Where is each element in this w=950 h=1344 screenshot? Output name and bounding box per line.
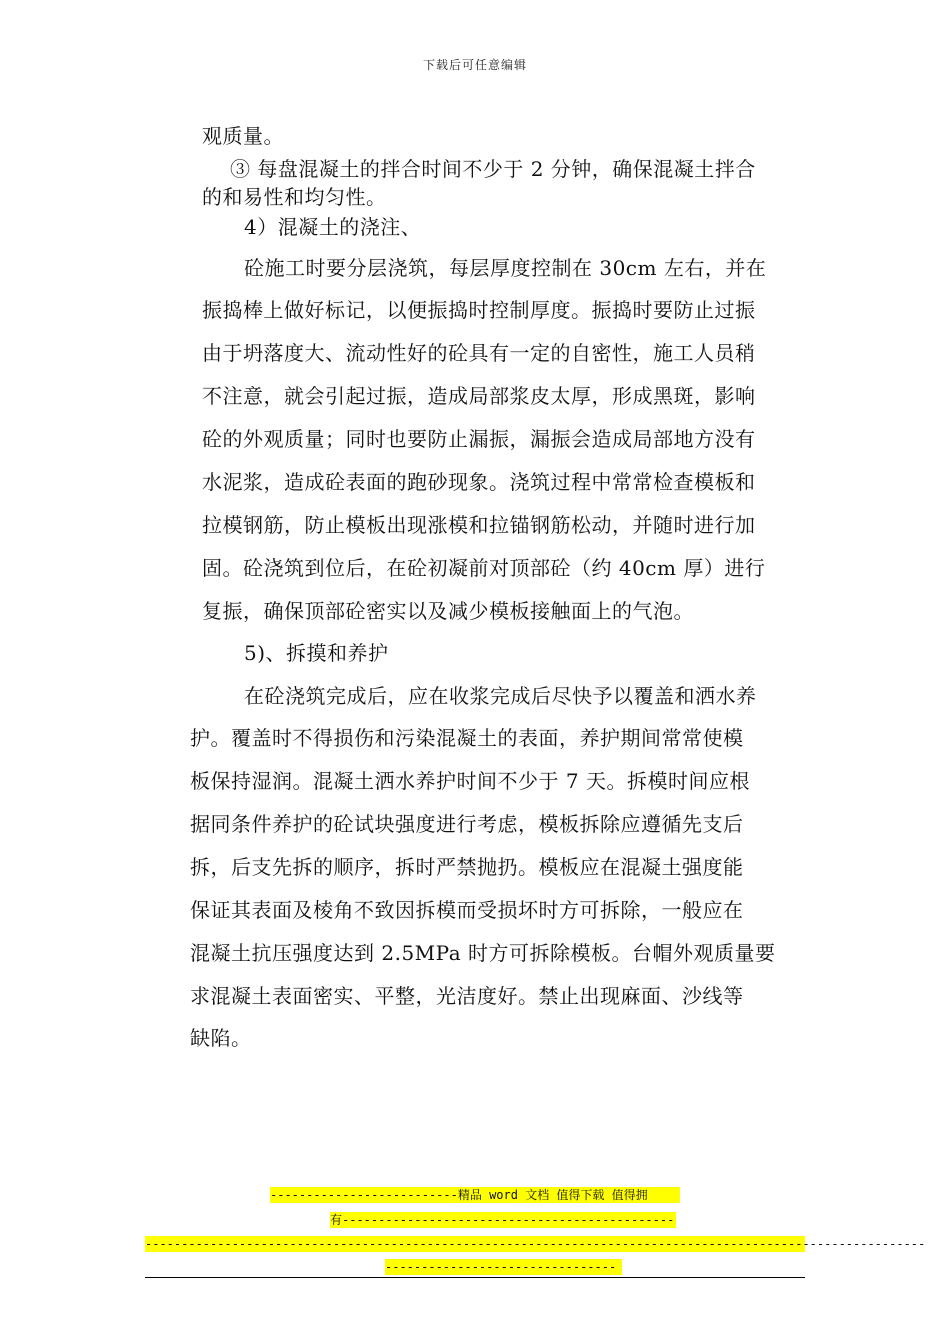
body-line-8: 不注意，就会引起过振，造成局部浆皮太厚，形成黑斑，影响 bbox=[202, 384, 756, 408]
body-line-20: 保证其表面及棱角不致因拆模而受损坏时方可拆除，一般应在 bbox=[190, 898, 744, 922]
body-line-10: 水泥浆，造成砼表面的跑砂现象。浇筑过程中常常检查模板和 bbox=[202, 470, 756, 494]
page-header: 下载后可任意编辑 bbox=[422, 58, 527, 72]
body-line-7: 由于坍落度大、流动性好的砼具有一定的自密性，施工人员稍 bbox=[202, 341, 756, 365]
body-line-11: 拉模钢筋，防止模板出现涨模和拉锚钢筋松动，并随时进行加 bbox=[202, 513, 756, 537]
body-line-14: 5)、拆摸和养护 bbox=[244, 641, 389, 665]
body-line-12: 固。砼浇筑到位后，在砼初凝前对顶部砼（约 40cm 厚）进行 bbox=[202, 556, 766, 580]
body-line-16: 护。覆盖时不得损伤和污染混凝土的表面，养护期间常常使模 bbox=[190, 726, 744, 750]
body-line-21: 混凝土抗压强度达到 2.5MPa 时方可拆除模板。台帽外观质量要 bbox=[190, 941, 776, 965]
footer-rule bbox=[145, 1277, 805, 1278]
body-line-23: 缺陷。 bbox=[190, 1026, 252, 1050]
body-line-3: 的和易性和均匀性。 bbox=[202, 185, 387, 209]
body-line-9: 砼的外观质量；同时也要防止漏振，漏振会造成局部地方没有 bbox=[202, 427, 756, 451]
body-line-22: 求混凝土表面密实、平整，光洁度好。禁止出现麻面、沙线等 bbox=[190, 984, 744, 1008]
footer-line-1: --------------------------精品 word 文档 值得下载 值得拥 bbox=[270, 1187, 680, 1203]
body-line-19: 拆，后支先拆的顺序，拆时严禁抛扔。模板应在混凝土强度能 bbox=[190, 855, 744, 879]
body-line-15: 在砼浇筑完成后，应在收浆完成后尽快予以覆盖和洒水养 bbox=[244, 684, 757, 708]
body-line-18: 据同条件养护的砼试块强度进行考虑，模板拆除应遵循先支后 bbox=[190, 812, 744, 836]
body-line-1: 观质量。 bbox=[202, 124, 284, 148]
footer-line-4: -------------------------------- bbox=[385, 1259, 622, 1275]
footer-line-3: ------------------------------------------------------------------------------------------------------------ bbox=[145, 1237, 926, 1251]
body-line-2: ③ 每盘混凝土的拌合时间不少于 2 分钟，确保混凝土拌合 bbox=[230, 157, 756, 181]
footer-line-2: 有---------------------------------------------- bbox=[330, 1213, 675, 1227]
body-line-6: 振捣棒上做好标记，以便振捣时控制厚度。振捣时要防止过振 bbox=[202, 298, 756, 322]
body-line-5: 砼施工时要分层浇筑，每层厚度控制在 30cm 左右，并在 bbox=[244, 256, 767, 280]
body-line-13: 复振，确保顶部砼密实以及减少模板接触面上的气泡。 bbox=[202, 599, 694, 623]
body-line-4: 4）混凝土的浇注、 bbox=[244, 215, 422, 239]
body-line-17: 板保持湿润。混凝土洒水养护时间不少于 7 天。拆模时间应根 bbox=[190, 769, 750, 793]
